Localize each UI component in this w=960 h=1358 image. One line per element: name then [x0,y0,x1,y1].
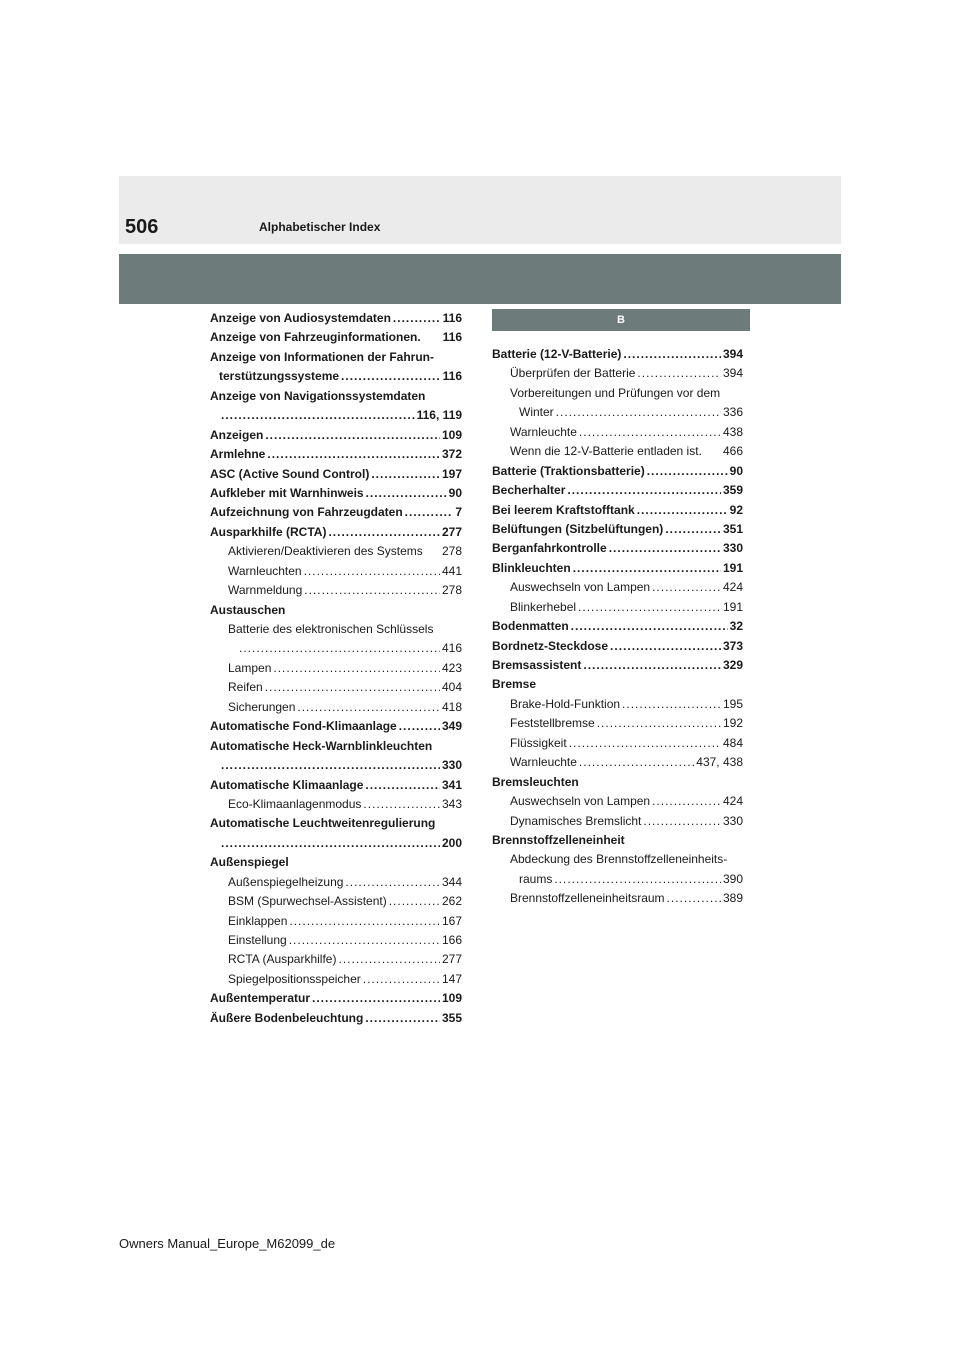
entry-page-ref: 92 [729,502,743,517]
index-entry [492,675,743,694]
index-entry [492,695,743,714]
entry-term: Ausparkhilfe (RCTA) [210,524,327,539]
entry-page-ref: 343 [441,796,462,811]
index-entry [210,950,462,969]
entry-term: Bei leerem Kraftstofftank [492,502,635,517]
entry-term: Austauschen [210,602,286,617]
entry-term: Warnleuchten [228,563,302,578]
page-number: 506 [125,216,159,238]
dot-leader [338,950,439,969]
index-entry [210,484,462,503]
index-entry [492,403,743,422]
entry-term: Wenn die 12-V-Batterie entladen ist [510,444,699,459]
index-entry [492,520,743,539]
dot-leader [304,581,440,600]
index-entry [210,328,462,347]
index-entry [492,870,743,889]
entry-page-ref: 7 [455,505,462,520]
dot-leader [637,501,728,520]
dot-leader [365,776,440,795]
index-entry [210,406,462,425]
index-entry [210,737,462,756]
index-entry [210,542,462,561]
dot-leader [622,695,721,714]
entry-page-ref: 329 [722,658,743,672]
entry-page-ref: 330 [722,541,743,556]
entry-term: Armlehne [210,447,266,462]
index-entry [210,659,462,678]
index-entry [210,348,462,367]
dot-leader [665,520,721,539]
index-entry [210,834,462,853]
index-entry [492,617,743,636]
dot-leader [304,562,440,581]
index-entry [210,756,462,775]
dot-leader [667,889,721,908]
entry-term: Lampen [228,660,272,675]
index-entry [210,639,462,658]
entry-term: Sicherungen [228,699,296,714]
index-entry [492,812,743,831]
entry-term: Warnleuchte [510,424,577,439]
dot-leader [363,795,440,814]
index-entry [210,678,462,697]
dot-leader [583,656,721,675]
dot-leader [554,870,721,889]
entry-page-ref: 424 [722,794,743,809]
dot-leader [610,637,721,656]
index-entry [210,309,462,328]
dot-leader [312,989,440,1008]
index-entry [210,776,462,795]
dot-leader [647,462,728,481]
dot-leader [328,523,440,542]
index-entry [492,481,743,500]
index-entry [210,717,462,736]
entry-term: Aufzeichnung von Fahrzeugdaten [210,505,403,520]
entry-page-ref: 109 [441,427,462,442]
entry-term: Brennstoffzelleneinheitsraum [510,891,665,906]
entry-term: terstützungssysteme [219,369,340,384]
entry-page-ref: 390 [722,871,743,886]
entry-page-ref: 197 [441,466,462,481]
entry-term: Brake-Hold-Funktion [510,696,621,711]
dot-leader [239,639,440,658]
entry-term: Flüssigkeit [510,735,567,750]
entry-term: Automatische Leuchtweitenregulierung [210,816,436,831]
index-entry [210,601,462,620]
index-entry [492,559,743,578]
entry-page-ref: 277 [441,952,462,967]
entry-page-ref: 359 [722,483,743,498]
dot-leader [221,406,415,425]
index-entry [210,426,462,445]
entry-term: Winter [519,405,554,420]
dot-leader [623,345,721,364]
dot-leader [289,931,440,950]
entry-term: Anzeige von Informationen der Fahrun- [210,349,435,364]
entry-page-ref: 116 [442,330,462,345]
index-entry [210,873,462,892]
dot-leader [221,834,440,853]
entry-page-ref: 262 [441,894,462,909]
dot-leader [597,714,721,733]
dot-leader [578,598,721,617]
dot-leader [365,1009,440,1028]
entry-term: Einklappen [228,913,288,928]
entry-page-ref: 404 [441,680,462,695]
entry-page-ref: 394 [722,347,743,361]
entry-term: Dynamisches Bremslicht [510,813,642,828]
dot-leader [652,792,721,811]
entry-term: Vorbereitungen und Prüfungen vor dem [510,385,721,400]
header-band [119,254,841,304]
entry-page-ref: 344 [441,874,462,889]
index-entry [210,698,462,717]
entry-page-ref: 336 [722,405,743,420]
entry-page-ref: 116 [442,369,462,384]
entry-term: Automatische Heck-Warnblinkleuchten [210,738,433,753]
entry-term: Aufkleber mit Warnhinweis [210,485,364,500]
index-entry [210,367,462,386]
entry-term: Abdeckung des Brennstoffzelleneinheits- [510,852,728,867]
entry-page-ref: 167 [441,913,462,928]
index-entry [210,1009,462,1028]
entry-page-ref: 191 [722,560,743,575]
index-entry [492,734,743,753]
entry-term: Bremsleuchten [492,774,579,789]
entry-term: Brennstoffzelleneinheit [492,832,625,847]
entry-term: Anzeigen [210,427,264,442]
index-entry [210,912,462,931]
entry-page-ref: 192 [722,716,743,731]
index-entry [210,387,462,406]
dot-leader [405,503,454,522]
dot-leader [609,539,721,558]
dot-leader [579,423,721,442]
index-entry [210,562,462,581]
index-entry [210,814,462,833]
entry-term: Batterie (12-V-Batterie) [492,347,622,361]
entry-page-ref: 438 [722,424,743,439]
dot-leader [393,309,441,328]
index-entry [210,989,462,1008]
entry-term: Belüftungen (Sitzbelüftungen) [492,521,664,536]
entry-page-ref: 90 [448,485,462,500]
entry-term: raums [519,871,553,886]
dot-leader [289,912,440,931]
entry-term: Bremse [492,677,537,692]
entry-term: Blinkleuchten [492,560,571,575]
entry-page-ref: 200 [441,835,462,850]
page-header [119,176,841,244]
index-entry [492,753,743,772]
entry-term: Außenspiegel [210,855,289,870]
entry-page-ref: 330 [722,813,743,828]
dot-leader [652,578,721,597]
entry-term: Anzeige von Audiosystemdaten [210,311,391,325]
index-entry [210,970,462,989]
index-column-right [492,309,743,909]
entry-term: Batterie (Traktionsbatterie) [492,463,645,478]
entry-page-ref: 166 [441,933,462,947]
index-entry [492,539,743,558]
index-entry [210,445,462,464]
index-entry [210,931,462,950]
entry-page-ref: 116, 119 [416,408,462,423]
entry-term: Berganfahrkontrolle [492,541,607,556]
entry-page-ref: 277 [441,524,462,539]
entry-term: Auswechseln von Lampen [510,580,651,595]
entry-page-ref: 418 [441,699,462,714]
dot-leader [366,484,447,503]
entry-term: ASC (Active Sound Control) [210,466,370,481]
entry-page-ref: 195 [722,696,743,711]
entry-term: Automatische Fond-Klimaanlage [210,719,397,734]
entry-page-ref: 191 [722,599,743,614]
dot-leader [556,403,721,422]
index-entry [492,501,743,520]
index-entry [210,523,462,542]
entry-term: Becherhalter [492,483,566,498]
section-title: Alphabetischer Index [259,220,381,234]
entry-term: Anzeige von Navigationssystemdaten [210,388,426,403]
letter-heading: B [492,309,750,331]
entry-term: Auswechseln von Lampen [510,794,651,809]
dot-leader [265,678,440,697]
index-entry [492,598,743,617]
entry-separator: . [698,444,702,459]
dot-leader [389,892,440,911]
dot-leader [345,873,440,892]
dot-leader [363,970,440,989]
entry-page-ref: 341 [441,777,462,792]
index-entry [210,892,462,911]
index-entry [492,773,743,792]
index-entry [210,620,462,639]
entry-page-ref: 372 [441,447,462,462]
dot-leader [637,364,721,383]
entry-page-ref: 90 [729,463,743,478]
index-entry [492,656,743,675]
index-entry [492,423,743,442]
index-entry [492,442,743,461]
dot-leader [273,659,440,678]
entry-term: Warnleuchte [510,755,577,770]
index-entry [492,637,743,656]
entry-page-ref: 147 [441,971,462,986]
entry-page-ref: 109 [441,991,462,1006]
entry-page-ref: 349 [441,719,462,734]
index-entry [492,384,743,403]
entry-term: Automatische Klimaanlage [210,777,364,792]
dot-leader [371,465,440,484]
entry-page-ref: 484 [722,735,743,750]
entry-term: Spiegelpositionsspeicher [228,971,361,986]
entry-page-ref: 116 [442,311,462,325]
entry-page-ref: 394 [722,366,743,381]
entry-page-ref: 423 [441,660,462,675]
entry-term: Äußere Bodenbeleuchtung [210,1010,364,1025]
index-entry [210,795,462,814]
index-entry [210,853,462,872]
entry-page-ref: 373 [722,638,743,653]
entry-term: Außenspiegelheizung [228,874,344,889]
index-entry [492,364,743,383]
index-entry [492,578,743,597]
dot-leader [567,481,721,500]
entry-term: Einstellung [228,933,287,947]
index-entry [492,462,743,481]
index-entry [492,831,743,850]
dot-leader [571,617,728,636]
dot-leader [221,756,440,775]
footer-text: Owners Manual_Europe_M62099_de [119,1236,336,1251]
entry-term: Batterie des elektronischen Schlüssels [228,622,434,636]
entry-page-ref: 32 [729,619,743,634]
entry-page-ref: 278 [441,583,462,598]
entry-term: Eco-Klimaanlagenmodus [228,796,362,811]
entry-page-ref: 278 [441,544,462,559]
index-entry [492,889,743,908]
index-entry [492,345,743,364]
dot-leader [643,812,721,831]
entry-term: Reifen [228,680,263,695]
dot-leader [341,367,441,386]
dot-leader [573,559,721,578]
dot-leader [265,426,440,445]
entry-term: BSM (Spurwechsel-Assistent) [228,894,387,909]
entry-term: Bodenmatten [492,619,569,634]
entry-term: Aktivieren/Deaktivieren des Systems [228,544,423,559]
index-entry [210,503,462,522]
entry-page-ref: 466 [722,444,743,459]
entry-term: Warnmeldung [228,583,303,598]
dot-leader [579,753,694,772]
dot-leader [569,734,721,753]
dot-leader [399,717,440,736]
entry-page-ref: 437, 438 [696,755,743,770]
entry-term: Feststellbremse [510,716,595,731]
index-entries-right [492,345,743,909]
entry-term: RCTA (Ausparkhilfe) [228,952,337,967]
entry-page-ref: 424 [722,580,743,595]
entry-separator: . [417,330,421,345]
dot-leader [297,698,440,717]
entry-page-ref: 330 [441,758,462,773]
index-entry [492,850,743,869]
entry-page-ref: 355 [441,1010,462,1025]
entry-term: Außentemperatur [210,991,311,1006]
dot-leader [267,445,440,464]
entry-term: Blinkerhebel [510,599,577,614]
index-entry [492,792,743,811]
entry-page-ref: 351 [722,521,743,536]
entry-page-ref: 441 [441,563,462,578]
index-entry [492,714,743,733]
index-entry [210,465,462,484]
entry-term: Bordnetz-Steckdose [492,638,609,653]
entry-term: Überprüfen der Batterie [510,366,636,381]
entry-page-ref: 389 [722,891,743,906]
entry-term: Anzeige von Fahrzeuginformationen [210,330,418,345]
index-entry [210,581,462,600]
index-column-left [210,309,462,1028]
entry-term: Bremsassistent [492,658,582,672]
entry-page-ref: 416 [441,641,462,656]
